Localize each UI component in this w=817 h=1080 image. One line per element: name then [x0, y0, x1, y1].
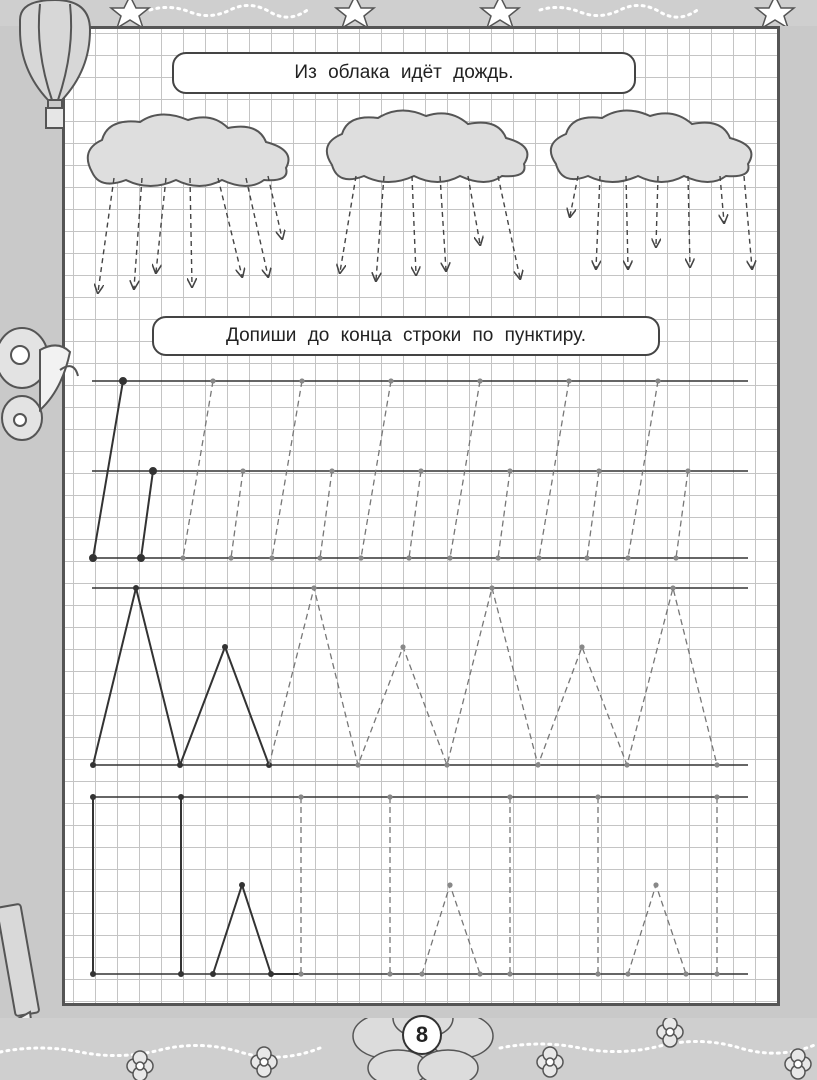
page-number: 8 — [402, 1015, 442, 1055]
hot-air-balloon-icon — [20, 0, 90, 128]
raindrop-arrow — [498, 176, 520, 278]
row-slanted-sticks — [90, 378, 691, 561]
raindrop-arrow — [596, 176, 600, 268]
raindrop-arrow — [626, 176, 628, 268]
raindrop-arrow — [376, 176, 384, 280]
cloud — [327, 110, 528, 182]
raindrop-arrow — [268, 176, 282, 238]
task-2-title: Допиши до конца строки по пунктиру. — [152, 316, 660, 356]
raindrop-arrow — [134, 178, 142, 288]
rain-arrows — [98, 176, 752, 292]
raindrop-arrow — [720, 176, 724, 222]
raindrop-arrow — [218, 178, 242, 276]
raindrop-arrow — [688, 176, 690, 266]
row-peaks — [90, 585, 720, 768]
raindrop-arrow — [156, 178, 166, 272]
cloud — [551, 110, 752, 182]
row-stick-hooks — [90, 794, 720, 977]
raindrop-arrow — [744, 176, 752, 268]
raindrop-arrow — [440, 176, 446, 270]
raindrop-arrow — [656, 176, 658, 246]
task-1-title: Из облака идёт дождь. — [172, 52, 636, 94]
raindrop-arrow — [246, 178, 268, 276]
raindrop-arrow — [570, 176, 578, 216]
butterfly-icon — [0, 328, 78, 440]
cloud — [88, 114, 289, 186]
raindrop-arrow — [98, 178, 114, 292]
raindrop-arrow — [340, 176, 356, 272]
raindrop-arrow — [190, 178, 192, 286]
raindrop-arrow — [468, 176, 480, 244]
raindrop-arrow — [412, 176, 416, 274]
